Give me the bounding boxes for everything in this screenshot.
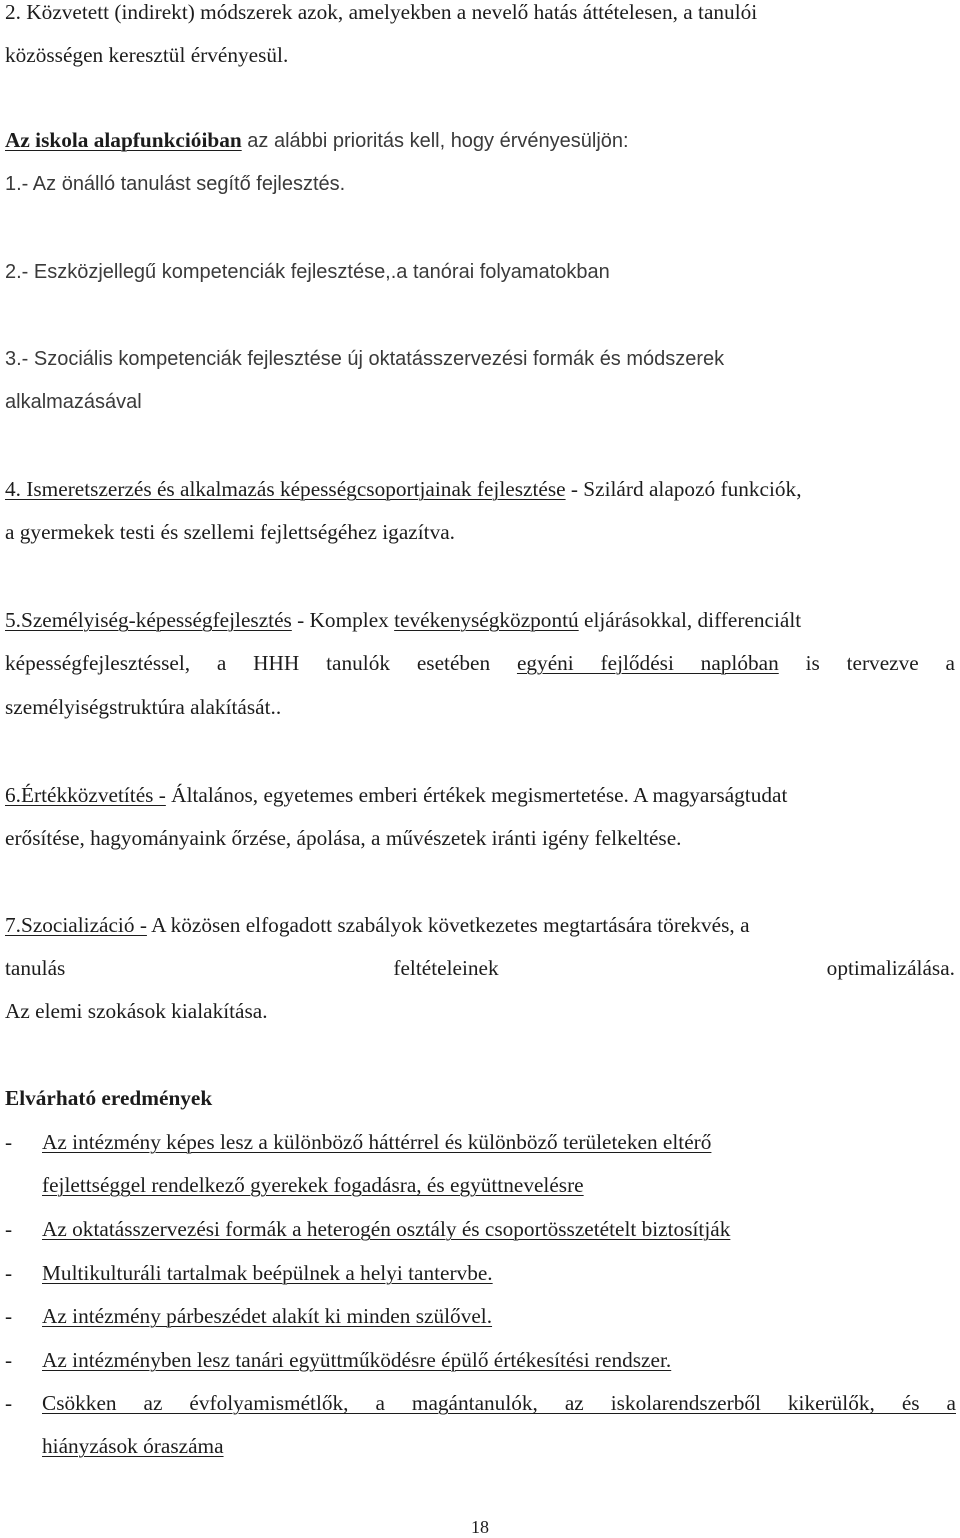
priority-4-rest: - Szilárd alapozó funkciók, [565, 477, 802, 501]
result-1-line2 [42, 1173, 584, 1197]
bullet-dash: - [5, 1261, 13, 1285]
word: esetében [416, 651, 491, 675]
result-2-text: Az oktatásszervezési formák a heterogén osztály és csoportösszetételt biztosítják [42, 1217, 731, 1241]
priority-5-text1: - Komplex [291, 608, 395, 632]
word: tervezve [846, 651, 919, 675]
priority-6-line2: erősítése, hagyományaink őrzése, ápolása, a művészetek iránti igény felkeltése. [5, 826, 682, 850]
result-1-line1 [42, 1130, 711, 1154]
result-5-text: Az intézményben lesz tanári együttműködésre épülő értékesítési rendszer. [42, 1348, 672, 1372]
bullet-dash: - [5, 1391, 13, 1415]
word: optimalizálása. [826, 956, 955, 980]
word: HHH [253, 651, 300, 675]
priority-1: 1.- Az önálló tanulást segítő fejlesztés. [5, 173, 346, 195]
priority-5-line3: személyiségstruktúra alakítását.. [5, 695, 282, 719]
bullet-dash: - [5, 1304, 13, 1328]
bullet-dash: - [5, 1348, 13, 1372]
priority-5-title: 5.Személyiség-képességfejlesztés [5, 608, 292, 632]
priority-4-title: 4. Ismeretszerzés és alkalmazás képességcsoportjainak fejlesztése [5, 477, 566, 501]
result-3 [42, 1261, 493, 1285]
priority-6-line1 [5, 783, 787, 807]
priority-5-line1 [5, 608, 801, 632]
word: is [805, 651, 820, 675]
priority-3-line2: alkalmazásával [5, 391, 142, 413]
priority-6-title: 6.Értékközvetítés - [5, 783, 166, 807]
result-6-line2 [42, 1434, 224, 1458]
priority-3-line1: 3.- Szociális kompetenciák fejlesztése új oktatásszervezési formák és módszerek [5, 348, 725, 370]
result-2 [42, 1217, 730, 1241]
priority-7-rest: A közösen elfogadott szabályok következetes megtartására törekvés, a [146, 913, 750, 937]
bullet-dash: - [5, 1217, 13, 1241]
word: tanulók [326, 651, 391, 675]
results-heading: Elvárható eredmények [5, 1086, 213, 1110]
priority-4-line1 [5, 477, 802, 501]
priority-4-line2: a gyermekek testi és szellemi fejlettségéhez igazítva. [5, 520, 455, 544]
word: képességfejlesztéssel, [5, 651, 191, 675]
priorities-intro [5, 128, 629, 153]
priorities-intro-rest: az alábbi prioritás kell, hogy érvényesüljön: [241, 130, 629, 152]
result-1-text: Az intézmény képes lesz a különböző háttérrel és különböző területeken eltérő [42, 1130, 712, 1154]
result-5 [42, 1348, 671, 1372]
result-3-text: Multikulturáli tartalmak beépülnek a helyi tantervbe. [42, 1261, 493, 1285]
priority-7-line2 [5, 956, 955, 980]
priority-5-text2: eljárásokkal, differenciált [578, 608, 802, 632]
item2-line2: közösségen keresztül érvényesül. [5, 43, 289, 67]
word: feltételeinek [393, 956, 499, 980]
result-1-text2: fejlettséggel rendelkező gyerekek fogadásra, és együttnevelésre [42, 1173, 584, 1197]
page-number: 18 [471, 1517, 489, 1537]
priority-5-line2 [5, 651, 955, 675]
word: tanulás [5, 956, 66, 980]
priority-6-rest: Általános, egyetemes emberi értékek megismertetése. A magyarságtudat [165, 783, 788, 807]
item2-line1: 2. Közvetett (indirekt) módszerek azok, amelyekben a nevelő hatás áttételesen, a tanulói [5, 0, 758, 24]
priority-7-line1 [5, 913, 750, 937]
individual-log-underlined: egyéni fejlődési naplóban [516, 651, 779, 675]
priority-7-title: 7.Szocializáció - [5, 913, 147, 937]
bullet-dash: - [5, 1130, 13, 1154]
result-6-text: Csökken az évfolyamismétlők, a magántanulók, az iskolarendszerből kikerülők, és a [42, 1391, 956, 1415]
priority-7-line3: Az elemi szokások kialakítása. [5, 999, 268, 1023]
result-6-text2: hiányzások óraszáma [42, 1434, 224, 1458]
priorities-intro-bold: Az iskola alapfunkcióiban [5, 128, 242, 152]
priority-2: 2.- Eszközjellegű kompetenciák fejlesztése,.a tanórai folyamatokban [5, 261, 610, 283]
priority-5-underlined: tevékenységközpontú [394, 608, 579, 632]
result-4-text: Az intézmény párbeszédet alakít ki minden szülővel. [42, 1304, 493, 1328]
result-6-line1 [42, 1391, 956, 1415]
word: a [945, 651, 955, 675]
word: a [216, 651, 227, 675]
result-4 [42, 1304, 492, 1328]
